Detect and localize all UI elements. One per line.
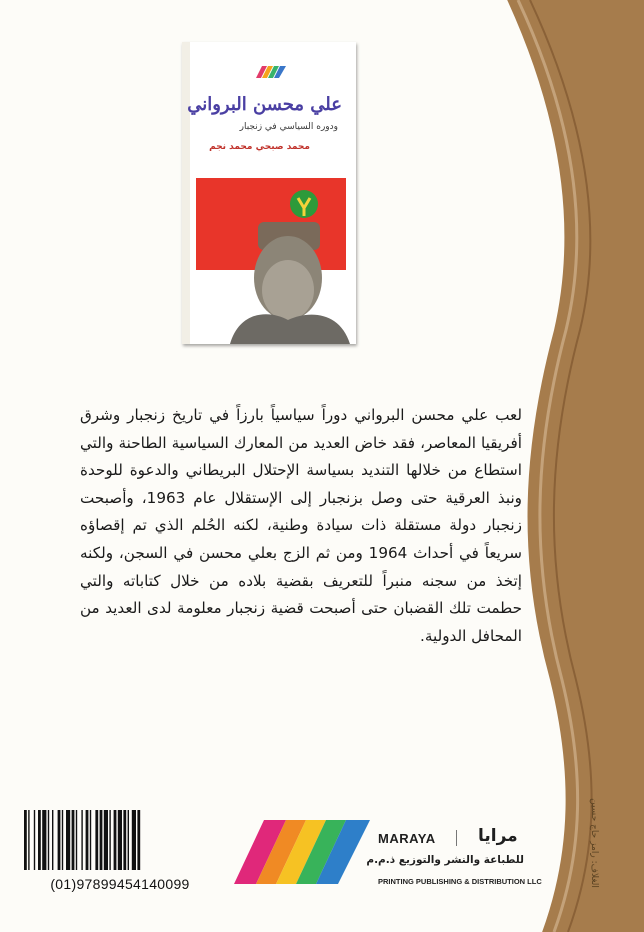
blurb-paragraph: لعب علي محسن البرواني دوراً سياسياً بارزاً في تاريخ زنجبار وشرق أفريقيا المعاصر، فقد خاض العديد من المعارك السياسية الطاحنة والتي استطاع من خلالها التنديد بسياسة الإحتلال البريطاني والدعوة للوحدة ونبذ العرقية حتى وصل بزنجبار إلى الإستقلال عام 1963، وأصبحت زنجبار دولة مستقلة ذات سيادة وطنية، لكنه الحُلم الذي تم إقصاؤه سريعاً في أحداث 1964 ومن ثم الزج بعلي محسن في السجن، ولكنه إتخذ من سجنه منبراً للتعريف بقضية بلاده من خلال كتاباته والتي حطمت تلك القضبان حتى أصبحت قضية زنجبار معلومة لدى العديد من المحافل الدولية.: [80, 406, 523, 645]
book-spine: [182, 42, 190, 344]
book-subtitle: ودوره السياسي في زنجبار: [239, 122, 338, 132]
cover-credit-text: الغلاف: رامز حاج حسين: [589, 798, 599, 888]
barcode-bar: [72, 810, 75, 870]
barcode-bar: [123, 810, 126, 870]
barcode-bar: [58, 810, 61, 870]
cover-credit: [585, 798, 603, 888]
barcode-bar: [76, 810, 77, 870]
publisher-name-ar: مرايا: [478, 826, 518, 846]
barcode-bar: [62, 810, 63, 870]
barcode-bar: [104, 810, 108, 870]
barcode-bar: [86, 810, 89, 870]
book-cover-image: [182, 42, 356, 344]
publisher-logo-icon: [256, 66, 286, 78]
barcode-bar: [114, 810, 117, 870]
barcode-bar: [38, 810, 41, 870]
maraya-logo-icon: [234, 818, 370, 886]
barcode-bar: [128, 810, 129, 870]
barcode-bars: [22, 810, 218, 870]
publisher-tagline-ar: للطباعة والنشر والتوزيع ذ.م.م: [366, 854, 524, 866]
barcode-bar: [42, 810, 46, 870]
barcode-bar: [132, 810, 136, 870]
barcode-bar: [109, 810, 110, 870]
barcode-bar: [81, 810, 82, 870]
barcode-bar: [24, 810, 27, 870]
portrait-icon: [190, 160, 356, 344]
barcode-bar: [95, 810, 98, 870]
barcode-bar: [34, 810, 35, 870]
isbn-barcode: [22, 810, 218, 900]
barcode-number: (01)97899454140099: [50, 876, 190, 892]
barcode-bar: [100, 810, 103, 870]
publisher-divider: [456, 830, 457, 846]
publisher-tagline-en: PRINTING PUBLISHING & DISTRIBUTION LLC: [378, 877, 542, 886]
book-title: علي محسن البرواني: [187, 94, 342, 115]
back-cover-blurb: [80, 402, 522, 650]
publisher-name-en: MARAYA: [378, 831, 436, 846]
book-author: محمد صبحي محمد نجم: [209, 142, 310, 152]
barcode-bar: [48, 810, 49, 870]
barcode-bar: [66, 810, 70, 870]
barcode-bar: [52, 810, 53, 870]
barcode-bar: [118, 810, 122, 870]
barcode-bar: [137, 810, 140, 870]
barcode-bar: [90, 810, 91, 870]
barcode-bar: [28, 810, 29, 870]
